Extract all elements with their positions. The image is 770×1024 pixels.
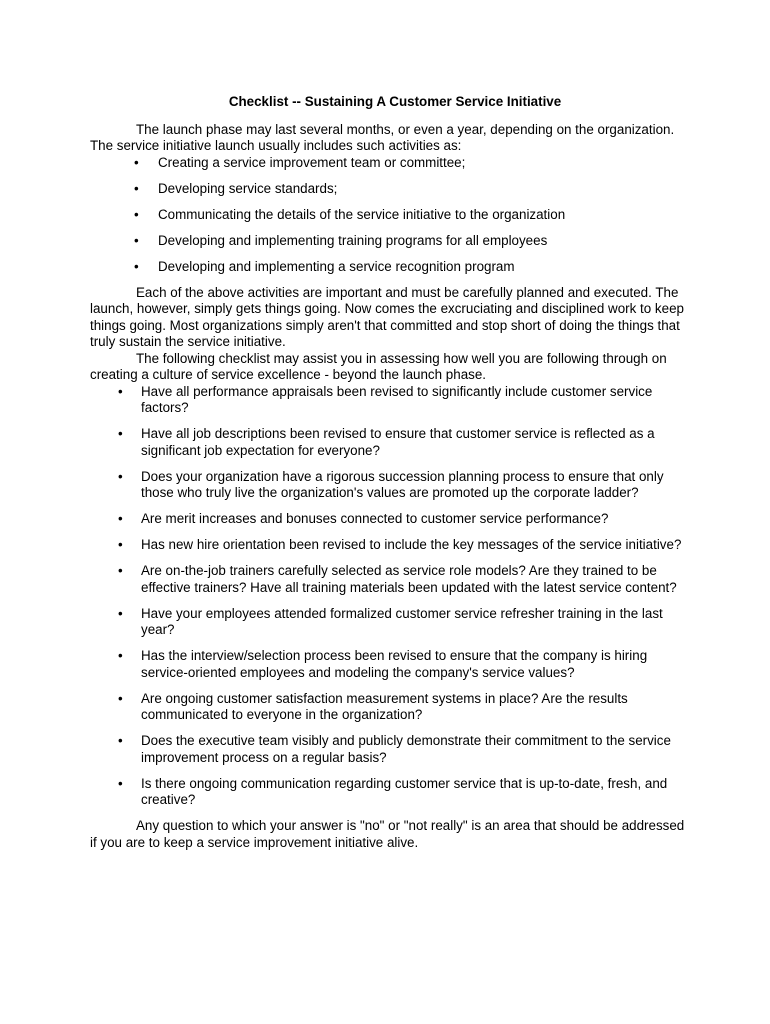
bullet-icon: • xyxy=(118,648,123,663)
bullet-icon: • xyxy=(118,690,123,706)
bullet-icon: • xyxy=(118,468,123,484)
list-item xyxy=(90,776,690,809)
list-item xyxy=(90,233,690,250)
activities-commentary: Each of the above activities are important and must be carefully planned and executed. The launch, however, simply gets things going. Now comes the excruciating and disciplined work to keep things going. Most organizations simply aren't that committed and stop short of doing the things that truly sustain the service initiative. xyxy=(90,284,684,349)
question-text: Does your organization have a rigorous succession planning process to ensure that only those who truly live the organization's values are promoted up the corporate ladder? xyxy=(141,468,664,500)
bullet-icon: • xyxy=(134,206,139,222)
question-text: Are merit increases and bonuses connected to customer service performance? xyxy=(141,511,609,526)
document-page xyxy=(90,94,690,851)
bullet-icon: • xyxy=(134,258,139,274)
list-item xyxy=(90,469,690,502)
list-item xyxy=(90,259,690,276)
question-text: Has new hire orientation been revised to include the key messages of the service initiative? xyxy=(141,537,682,552)
bullet-icon: • xyxy=(118,426,123,441)
bullet-icon: • xyxy=(134,232,139,248)
bullet-icon: • xyxy=(118,775,123,791)
bullet-icon: • xyxy=(134,154,139,170)
bullet-icon: • xyxy=(118,733,123,748)
list-item xyxy=(90,155,690,172)
bullet-icon: • xyxy=(118,383,123,399)
document-title: Checklist -- Sustaining A Customer Service Initiative xyxy=(228,94,562,109)
question-text: Have all job descriptions been revised to ensure that customer service is reflected as a significant job expectation for everyone? xyxy=(141,426,655,458)
intro-paragraph: The launch phase may last several months, or even a year, depending on the organization. The service initiative launch usually includes such activities as: xyxy=(90,121,675,153)
list-item xyxy=(90,207,690,224)
list-item xyxy=(90,537,690,554)
activities-list xyxy=(90,155,690,276)
activity-text: Developing service standards; xyxy=(158,180,338,196)
activity-text: Communicating the details of the service initiative to the organization xyxy=(158,206,566,222)
bullet-icon: • xyxy=(118,563,123,578)
list-item xyxy=(90,691,690,724)
list-item xyxy=(90,426,690,459)
activity-text: Developing and implementing training programs for all employees xyxy=(158,232,548,248)
question-text: Are on-the-job trainers carefully selected as service role models? Are they trained to be effective trainers? Have all training materials been updated with the latest service content? xyxy=(141,563,677,595)
list-item xyxy=(90,181,690,198)
activity-text: Developing and implementing a service recognition program xyxy=(158,258,515,274)
list-item xyxy=(90,563,690,596)
list-item xyxy=(90,733,690,766)
question-text: Does the executive team visibly and publicly demonstrate their commitment to the service improvement process on a regular basis? xyxy=(141,733,671,765)
checklist-intro: The following checklist may assist you in assessing how well you are following through on creating a culture of service excellence - beyond the launch phase. xyxy=(90,350,667,382)
question-text: Is there ongoing communication regarding customer service that is up-to-date, fresh, and creative? xyxy=(141,775,668,807)
bullet-icon: • xyxy=(134,180,139,196)
checklist-questions xyxy=(90,384,690,809)
question-text: Have all performance appraisals been revised to significantly include customer service factors? xyxy=(141,383,653,415)
question-text: Has the interview/selection process been revised to ensure that the company is hiring service-oriented employees and modeling the company's service values? xyxy=(141,648,648,680)
bullet-icon: • xyxy=(118,537,123,552)
question-text: Have your employees attended formalized customer service refresher training in the last year? xyxy=(141,605,663,637)
list-item xyxy=(90,511,690,528)
list-item xyxy=(90,384,690,417)
bullet-icon: • xyxy=(118,511,123,526)
list-item xyxy=(90,606,690,639)
activity-text: Creating a service improvement team or committee; xyxy=(158,154,466,170)
question-text: Are ongoing customer satisfaction measurement systems in place? Are the results communicated to everyone in the organization? xyxy=(141,690,628,722)
list-item xyxy=(90,648,690,681)
bullet-icon: • xyxy=(118,605,123,621)
closing-paragraph: Any question to which your answer is "no" or "not really" is an area that should be addressed if you are to keep a service improvement initiative alive. xyxy=(90,818,685,850)
